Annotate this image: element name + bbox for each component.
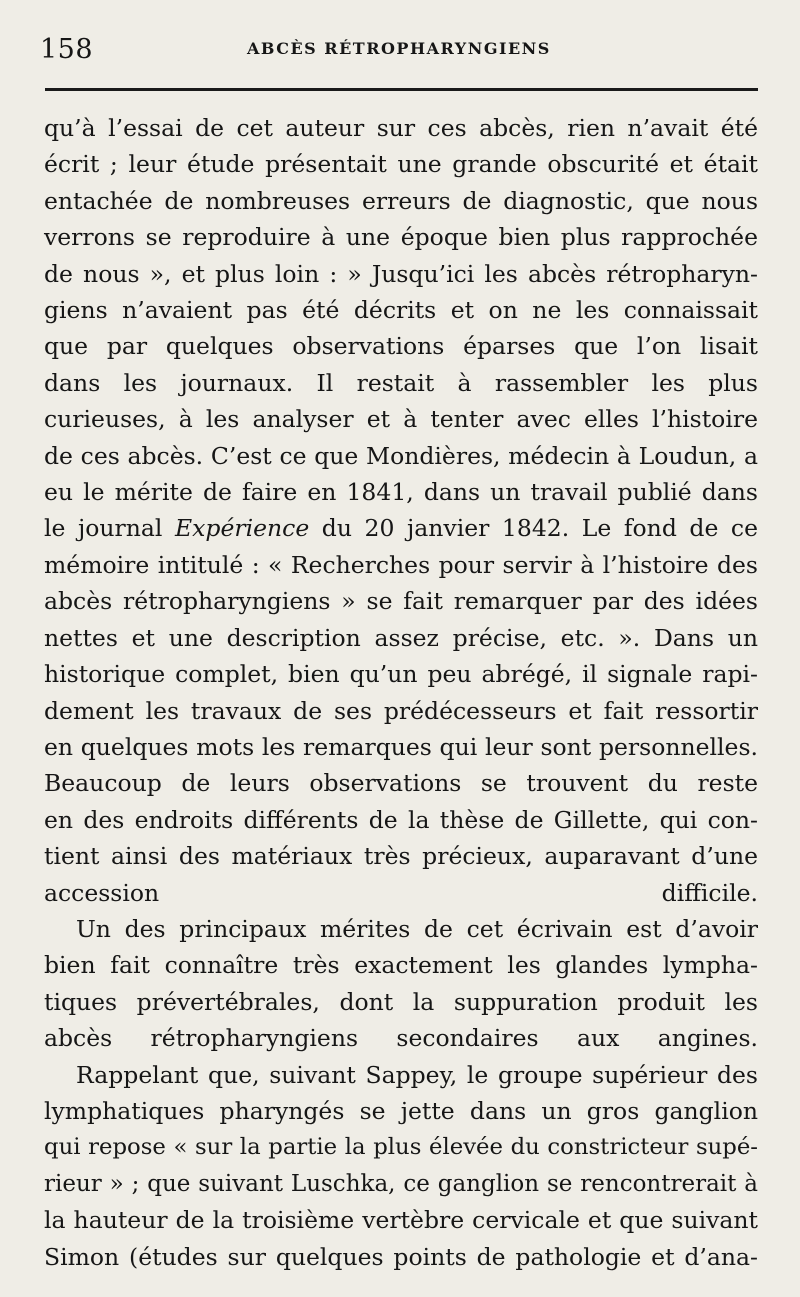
text-line: de ces abcès. C’est ce que Mondières, médecin à Loudun, a bbox=[44, 441, 758, 470]
text-segment: le journal bbox=[44, 514, 176, 543]
text-line: eu le mérite de faire en 1841, dans un travail publié dans bbox=[44, 478, 758, 507]
header-rule bbox=[45, 88, 758, 91]
running-head: ABCÈS RÉTROPHARYNGIENS bbox=[247, 39, 551, 58]
text-line: curieuses, à les analyser et à tenter avec elles l’histoire bbox=[44, 405, 758, 434]
text-line: bien fait connaître très exactement les glandes lympha- bbox=[44, 951, 758, 980]
text-line: Simon (études sur quelques points de pathologie et d’ana- bbox=[44, 1242, 758, 1271]
text-line: de nous », et plus loin : » Jusqu’ici les abcès rétropharyn- bbox=[44, 259, 758, 288]
text-line: la hauteur de la troisième vertèbre cervicale et que suivant bbox=[44, 1206, 758, 1235]
text-line: dans les journaux. Il restait à rassembler les plus bbox=[44, 368, 758, 397]
text-line: tiques prévertébrales, dont la suppuration produit les bbox=[44, 987, 758, 1016]
text-line: qui repose « sur la partie la plus élevée du constricteur supé- bbox=[44, 1134, 758, 1161]
text-line: en des endroits différents de la thèse de Gillette, qui con- bbox=[44, 805, 758, 834]
text-line: entachée de nombreuses erreurs de diagnostic, que nous bbox=[44, 186, 758, 215]
text-line: dement les travaux de ses prédécesseurs et fait ressortir bbox=[44, 696, 758, 725]
text-line: en quelques mots les remarques qui leur sont personnelles. bbox=[44, 732, 758, 761]
text-line: lymphatiques pharyngés se jette dans un gros ganglion bbox=[44, 1096, 758, 1125]
text-segment: du 20 janvier 1842. Le fond de ce bbox=[309, 514, 758, 543]
text-line: Rappelant que, suivant Sappey, le groupe supérieur des bbox=[76, 1060, 758, 1089]
page-number: 158 bbox=[40, 34, 94, 65]
text-line: verrons se reproduire à une époque bien plus rapprochée bbox=[44, 223, 758, 252]
text-line: que par quelques observations éparses que l’on lisait bbox=[44, 332, 758, 361]
text-line: qu’à l’essai de cet auteur sur ces abcès, rien n’avait été bbox=[44, 114, 758, 142]
body-text bbox=[44, 110, 758, 1275]
text-line: historique complet, bien qu’un peu abrégé, il signale rapi- bbox=[44, 660, 758, 689]
text-line: giens n’avaient pas été décrits et on ne les connaissait bbox=[44, 296, 758, 325]
text-line: écrit ; leur étude présentait une grande obscurité et était bbox=[44, 150, 758, 179]
text-line: mémoire intitulé : « Recherches pour servir à l’histoire des bbox=[44, 550, 758, 579]
journal-title-italic: Expérience bbox=[175, 514, 310, 543]
text-line: Beaucoup de leurs observations se trouvent du reste bbox=[44, 769, 758, 798]
text-line: rieur » ; que suivant Luschka, ce ganglion se rencontrerait à bbox=[44, 1170, 758, 1197]
paragraph-3 bbox=[44, 1057, 758, 1275]
text-line: nettes et une description assez précise, etc. ». Dans un bbox=[44, 623, 758, 652]
page-header bbox=[40, 30, 756, 70]
text-line: abcès rétropharyngiens secondaires aux angines. bbox=[44, 1024, 758, 1053]
text-line: accession difficile. bbox=[44, 878, 758, 907]
text-line: abcès rétropharyngiens » se fait remarquer par des idées bbox=[44, 587, 758, 616]
paragraph-2 bbox=[44, 911, 758, 1057]
text-line-with-italic bbox=[44, 510, 758, 546]
text-line: Un des principaux mérites de cet écrivain est d’avoir bbox=[76, 914, 758, 943]
text-line: tient ainsi des matériaux très précieux, auparavant d’une bbox=[44, 842, 758, 871]
paragraph-1 bbox=[44, 110, 758, 911]
